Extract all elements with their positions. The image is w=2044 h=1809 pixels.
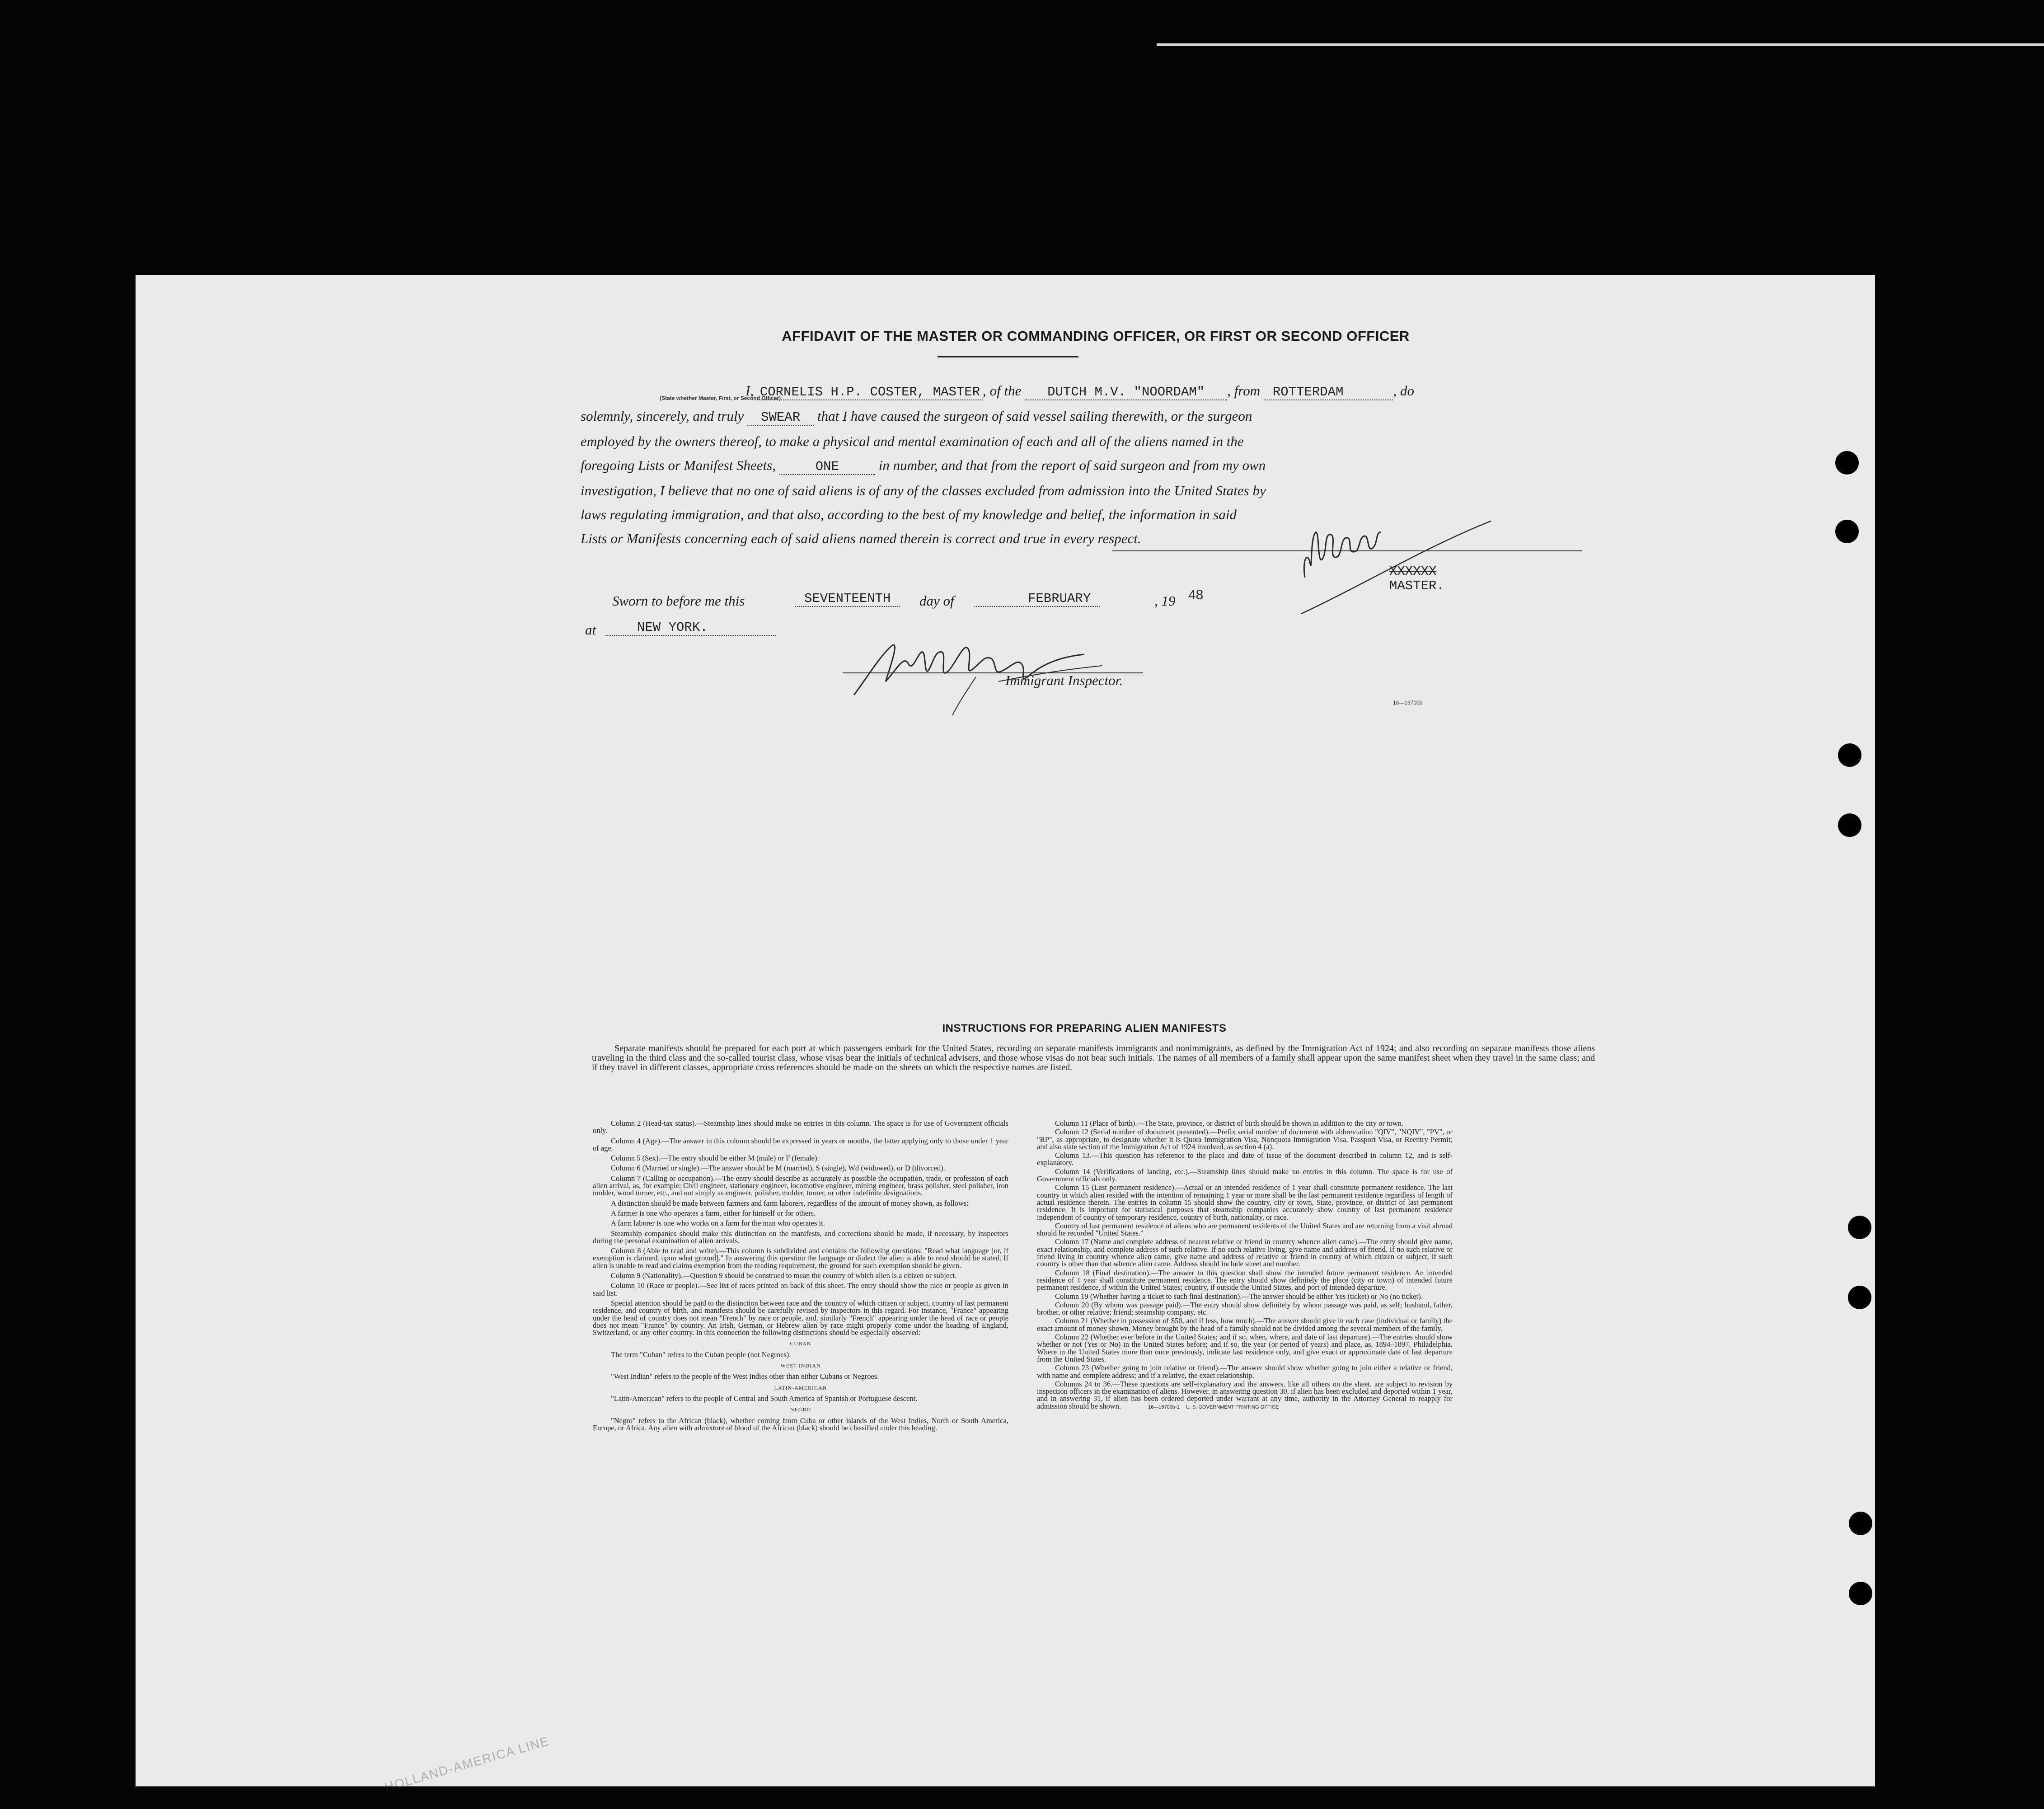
instructions-intro: Separate manifests should be prepared for each port at which passengers embark for the United States, recording on separate manifests immigrants and nonimmigrants, as defined by the Immigration Act of 1924; and also recording on separate manifests those aliens traveling in the third class and the so-called tourist class, whose visas bear the initials of technical advisers, and those whose visas do not bear such initials. The names of all members of a family shall appear upon the same manifest sheet when they travel in the same class; and if they travel in different classes, appropriate cross references should be made on the sheets on which the respective names are listed. xyxy=(592,1043,1595,1072)
printer-imprint: U. S. GOVERNMENT PRINTING OFFICE xyxy=(1186,1404,1279,1410)
sworn-day: SEVENTEENTH xyxy=(795,591,900,607)
col-10-special: Special attention should be paid to the distinction between race and the country of which citizen or subject, country of last permanent residence, and country of birth, and manifests should be carefully revised by inspectors in this regard. For instance, "France" appearing under the head of country does not mean "French" by race or people, and, similarly "French" appearing under the head of race or people does not mean "France" by country. An Irish, German, or Hebrew alien by race might properly come under the heading of England, Switzerland, or any other country. In this connection the following distinctions should be especially observed: xyxy=(593,1298,1008,1337)
officer-name: CORNELIS H.P. COSTER, MASTER xyxy=(757,385,983,400)
faint-line-stamp: HOLLAND-AMERICA LINE xyxy=(383,1734,551,1795)
instructions-right-column xyxy=(1037,1120,1453,1412)
affidavit-line-4: foregoing Lists or Manifest Sheets, ONE in number, and that from the report of said surgeon and from my own xyxy=(581,457,1266,474)
master-signature xyxy=(1292,510,1590,618)
inspector-label: Immigrant Inspector. xyxy=(1005,672,1123,688)
affidavit-line-1: I, CORNELIS H.P. COSTER, MASTER , of the DUTCH M.V. "NOORDAM" , from ROTTERDAM , do xyxy=(745,383,1414,399)
col-13-text: Column 13.—This question has reference to the place and date of issue of the document described in column 12, and is self-explanatory. xyxy=(1037,1151,1453,1167)
col-20-text: Column 20 (By whom was passage paid).—The entry should show definitely by whom passage was paid, as self; husband, father, brother, or other relative; friend; steamship company, etc. xyxy=(1037,1300,1453,1317)
heading-west-indian: WEST INDIAN xyxy=(780,1363,821,1369)
heading-latin-american: LATIN-AMERICAN xyxy=(774,1384,827,1391)
signer-title: MASTER. xyxy=(1389,578,1444,593)
sworn-text: Sworn to before me this xyxy=(612,593,745,609)
col-5-text: Column 5 (Sex).—The entry should be either M (male) or F (female). xyxy=(611,1154,819,1163)
cuban-text: The term "Cuban" refers to the Cuban people (not Negroes). xyxy=(611,1350,791,1359)
col-21-text: Column 21 (Whether in possession of $50, and if less, how much).—The answer should give in each case (individual or family) the exact amount of money shown. Money brought by the head of a family should not be divided among the several members of the family. xyxy=(1037,1316,1453,1333)
oath-type: SWEAR xyxy=(747,410,814,426)
col-24-36-text: Columns 24 to 36.—These questions are self-explanatory and the answers, like all others on the sheet, are subject to revision by inspection officers in the examination of aliens. However, in answering question 30, if alien has been excluded and deported within 1 year, and in answering 31, if alien has been ordered deported under warrant at any time, authority in the Attorney General to reapply for admission should be shown. 16—16700b-1 U. S. GOVERNMENT PRINTING OFFICE xyxy=(1037,1379,1453,1410)
col-17-text: Column 17 (Name and complete address of nearest relative or friend in country whence alien came).—The entry should give name, exact relationship, and complete address of such relative. If no such relative living, give name and address of friend. If no such relative or friend living in country whence alien came, give name and address of relative or friend in country of which citizen or subject, if such country is other than that whence alien came. Address should include street and number. xyxy=(1037,1237,1453,1269)
printer-form-number: 16—16700b-1 xyxy=(1148,1404,1180,1410)
instructions-title: INSTRUCTIONS FOR PREPARING ALIEN MANIFESTS xyxy=(942,1022,1227,1034)
col-12-text: Column 12 (Serial number of document presented).—Prefix serial number of document with abbreviation "QIV", "NQIV", "PV", or "RP", as appropriate, to designate whether it is Quota Immigration Visa, Nonquota Immigration Visa, Passport Visa, or Reentry Permit; and also state section of the Immigration Act of 1924 involved, as section 4 (a). xyxy=(1037,1128,1453,1151)
at-text: at xyxy=(585,622,596,638)
affidavit-line-2: solemnly, sincerely, and truly SWEAR that I have caused the surgeon of said vessel sailing therewith, or the surgeon xyxy=(581,408,1252,425)
col-8-text: Column 8 (Able to read and write).—This column is subdivided and contains the following questions: "Read what language [or, if exemption is claimed, upon what ground]." In answering this question the language or dialect the alien is able to read should be stated. If alien is unable to read and claims exemption from the reading requirement, the ground for such exemption should be given. xyxy=(593,1246,1008,1270)
affidavit-form-number: 16—16700b xyxy=(1393,700,1423,706)
sworn-place: NEW YORK. xyxy=(605,620,776,636)
binder-hole xyxy=(1848,1286,1871,1309)
officer-note: (State whether Master, First, or Second Officer) xyxy=(660,395,781,401)
col-4-text: Column 4 (Age).—The answer in this column should be expressed in years or months, the latter applying only to those under 1 year of age. xyxy=(593,1136,1008,1152)
heading-cuban: CUBAN xyxy=(790,1340,811,1347)
binder-hole xyxy=(1838,743,1861,767)
latin-american-text: "Latin-American" refers to the people of Central and South America of Spanish or Portuguese descent. xyxy=(611,1394,918,1403)
west-indian-text: "West Indian" refers to the people of the West Indies other than either Cubans or Negroes. xyxy=(611,1372,879,1381)
instructions-left-column xyxy=(593,1120,1008,1433)
affidavit-line-7: Lists or Manifests concerning each of said aliens named therein is correct and true in every respect. xyxy=(581,531,1141,546)
col-10-text: Column 10 (Race or people).—See list of races printed on back of this sheet. The entry should show the race or people as given in said list. xyxy=(593,1281,1008,1297)
year-prefix: , 19 xyxy=(1154,593,1176,609)
sworn-year: 48 xyxy=(1188,587,1204,602)
binder-hole xyxy=(1849,1512,1872,1535)
manifest-sheet xyxy=(136,275,1875,1795)
col-7-text: Column 7 (Calling or occupation).—The entry should describe as accurately as possible the occupation, trade, or profession of each alien arrival, as, for example: Civil engineer, stationary engineer, locomotive engineer, mining engineer, brass polisher, steel polisher, iron molder, wood turner, etc., and not simply as engineer, polisher, molder, turner, or other indefinite designations. xyxy=(593,1174,1008,1198)
sworn-month: FEBRUARY xyxy=(974,591,1100,607)
binder-hole xyxy=(1835,451,1859,475)
struck-title: XXXXXX xyxy=(1389,564,1437,579)
col-15-text: Column 15 (Last permanent residence).—Actual or an intended residence of 1 year shall constitute permanent residence. The last country in which alien resided with the intention of remaining 1 year or more shall be the last permanent residence regardless of length of actual residence therein. The entries in column 15 should show the country, city or town, State, province, or district of last permanent residence. It is important for statistical purposes that steamship companies accurately show country of last permanent residence independent of country of temporary residence, country of birth, nationality, or race. xyxy=(1037,1183,1453,1222)
col-6-text: Column 6 (Married or single).—The answer should be M (married), S (single), Wd (widowed), or D (divorced). xyxy=(611,1164,945,1173)
col-15-us-residents: Country of last permanent residence of aliens who are permanent residents of the United States and are returning from a visit abroad should be recorded "United States." xyxy=(1037,1221,1453,1238)
col-14-text: Column 14 (Verifications of landing, etc.).—Steamship lines should make no entries in this column. The space is for use of Government officials only. xyxy=(1037,1167,1453,1184)
col-7-distinction: A distinction should be made between farmers and farm laborers, regardless of the amount of money shown, as follows: xyxy=(611,1198,969,1208)
departure-port: ROTTERDAM xyxy=(1264,385,1393,400)
col-11-text: Column 11 (Place of birth).—The State, province, or district of birth should be shown in addition to the city or town. xyxy=(1055,1119,1404,1128)
col-23-text: Column 23 (Whether going to join relative or friend).—The answer should show whether going to join either a relative or friend, with name and complete address; and if a relative, the exact relationship. xyxy=(1037,1363,1453,1380)
sheet-count: ONE xyxy=(779,459,875,475)
film-edge-line xyxy=(1157,43,2044,46)
col-19-text: Column 19 (Whether having a ticket to such final destination).—The answer should be either Yes (ticket) or No (no ticket). xyxy=(1055,1292,1423,1301)
title-rule xyxy=(938,356,1078,357)
heading-negro: NEGRO xyxy=(790,1406,811,1413)
binder-hole xyxy=(1848,1216,1871,1239)
col-22-text: Column 22 (Whether ever before in the United States; and if so, when, where, and date of last departure).—The entries should show whether or not (Yes or No) in the United States before; and if so, the year (or period of years) and place, as, 1894–1897, Philadelphia. Where in the United States more than once previously, indicate last residence only, and give exact or approximate date of last departure from the United States. xyxy=(1037,1333,1453,1363)
col-7-steamship: Steamship companies should make this distinction on the manifests, and corrections should be made, if necessary, by inspectors during the personal examination of alien arrivals. xyxy=(593,1229,1008,1245)
col-18-text: Column 18 (Final destination).—The answer to this question shall show the intended future permanent residence. An intended residence of 1 year shall constitute permanent residence. The entry should show definitely the place (city or town) of intended future permanent residence, if within the United States; country, if outside the United States, and port of intended departure. xyxy=(1037,1268,1453,1292)
binder-hole xyxy=(1849,1582,1872,1605)
affidavit-line-6: laws regulating immigration, and that also, according to the best of my knowledge and belief, the information in said xyxy=(581,507,1237,522)
col-9-text: Column 9 (Nationality).—Question 9 should be construed to mean the country of which alien is a citizen or subject. xyxy=(611,1271,957,1280)
binder-hole xyxy=(1835,520,1859,543)
negro-text: "Negro" refers to the African (black), whether coming from Cuba or other islands of the West Indies, North or South America, Europe, or Africa. Any alien with admixture of blood of the African (black) should be classified under this heading. xyxy=(593,1416,1008,1432)
affidavit-line-3: employed by the owners thereof, to make a physical and mental examination of each and all of the aliens named in the xyxy=(581,433,1244,449)
col-7-laborer: A farm laborer is one who works on a farm for the man who operates it. xyxy=(611,1219,825,1228)
col-7-farmer: A farmer is one who operates a farm, either for himself or for others. xyxy=(611,1208,816,1217)
affidavit-line-5: investigation, I believe that no one of said aliens is of any of the classes excluded from admission into the United States by xyxy=(581,483,1266,498)
vessel-name: DUTCH M.V. "NOORDAM" xyxy=(1025,385,1227,400)
day-of-text: day of xyxy=(919,593,954,609)
binder-hole xyxy=(1838,813,1861,837)
affidavit-title: AFFIDAVIT OF THE MASTER OR COMMANDING OFFICER, OR FIRST OR SECOND OFFICER xyxy=(782,328,1410,344)
col-2-text: Column 2 (Head-tax status).—Steamship lines should make no entries in this column. The space is for use of Government officials only. xyxy=(593,1119,1008,1135)
